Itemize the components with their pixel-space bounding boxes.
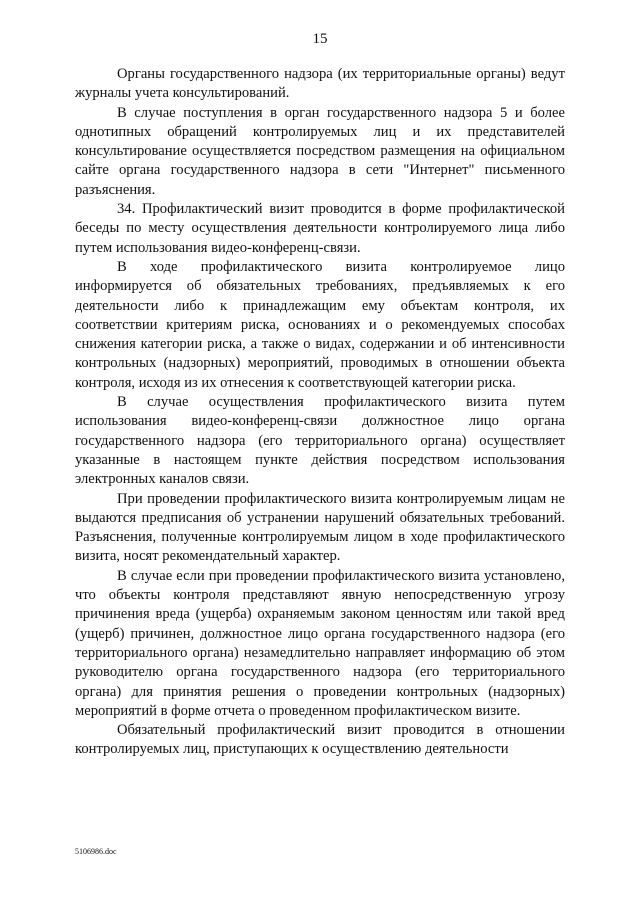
paragraph: При проведении профилактического визита контролируемым лицам не выдаются предписания об устранении нарушений обязательных требований. Разъяснения, полученные контролируемым лицом в ходе профилактического визита, носят рекомендательный характер. xyxy=(75,490,565,565)
paragraph: Обязательный профилактический визит проводится в отношении контролируемых лиц, приступающих к осуществлению деятельности xyxy=(75,722,565,758)
page-number: 15 xyxy=(312,31,328,47)
paragraph: В ходе профилактического визита контролируемое лицо информируется об обязательных требованиях, предъявляемых к его деятельности либо к принадлежащим ему объектам контроля, их соответствии критериям риска, основаниях и о рекомендуемых способах снижения категории риска, а также о видах, содержании и об интенсивности контрольных (надзорных) мероприятий, проводимых в отношении объекта контроля, исходя из их отнесения к соответствующей категории риска. xyxy=(75,258,565,391)
paragraph: В случае если при проведении профилактического визита установлено, что объекты контроля представляют явную непосредственную угрозу причинения вреда (ущерба) охраняемым законом ценностям или такой вред (ущерб) причинен, должностное лицо органа государственного надзора (его территориального органа) незамедлительно направляет информацию об этом руководителю органа государственного надзора (его территориального органа) для принятия решения о проведении контрольных (надзорных) мероприятий в форме отчета о проведенном профилактическом визите. xyxy=(75,567,565,719)
paragraph: 34. Профилактический визит проводится в форме профилактической беседы по месту осуществления деятельности контролируемого лица либо путем использования видео-конференц-связи. xyxy=(75,201,565,256)
paragraph: В случае осуществления профилактического визита путем использования видео-конференц-связи должностное лицо органа государственного надзора (его территориального органа) осуществляет указанные в настоящем пункте действия посредством использования электронных каналов связи. xyxy=(75,394,565,488)
footer-file-code: 5106986.doc xyxy=(75,847,117,856)
paragraph: В случае поступления в орган государственного надзора 5 и более однотипных обращений контролируемых лиц и их представителей консультирование осуществляется посредством размещения на официальном сайте органа государственного надзора в сети "Интернет" письменного разъяснения. xyxy=(75,104,565,198)
paragraph: Органы государственного надзора (их территориальные органы) ведут журналы учета консультирований. xyxy=(75,66,565,102)
document-body xyxy=(75,65,565,760)
